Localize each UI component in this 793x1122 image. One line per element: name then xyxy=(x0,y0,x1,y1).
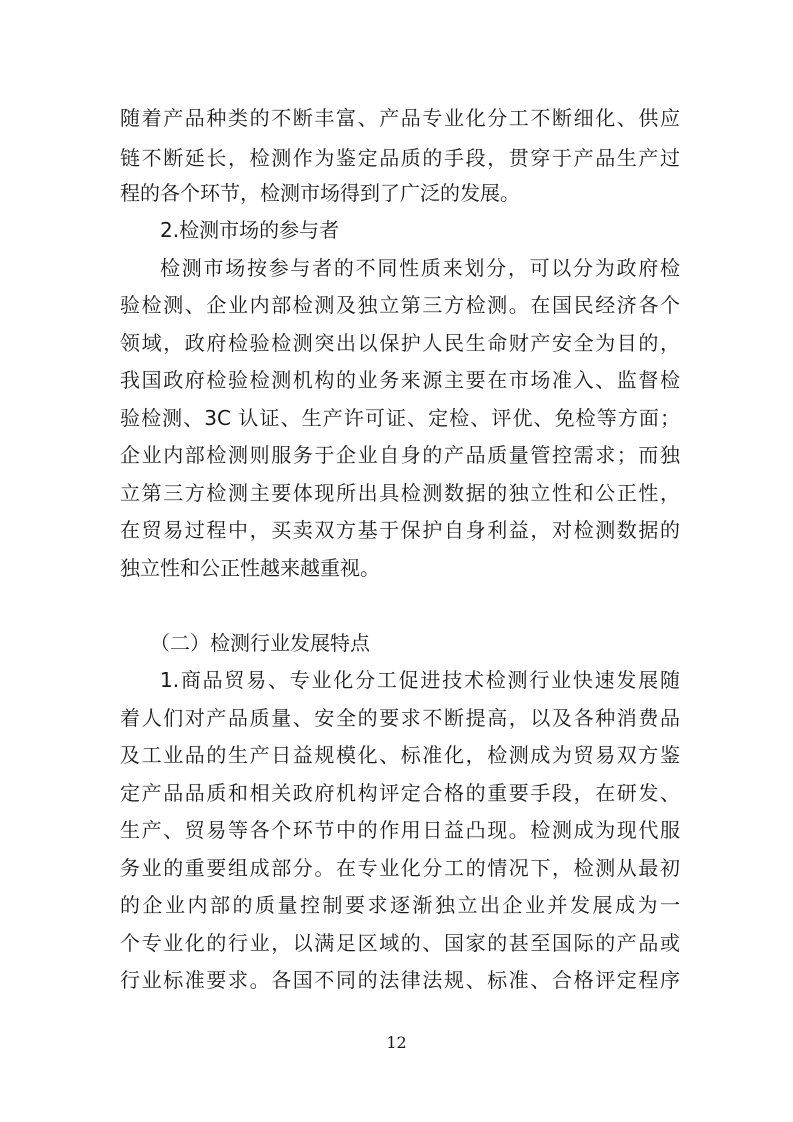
text-line: 行业标准要求。各国不同的法律法规、标准、合格评定程序 xyxy=(120,968,680,992)
text-line: 验检测、企业内部检测及独立第三方检测。在国民经济各个 xyxy=(120,293,680,317)
text-line: 及工业品的生产日益规模化、标准化，检测成为贸易双方鉴 xyxy=(120,743,680,767)
text-line: 务业的重要组成部分。在专业化分工的情况下，检测从最初 xyxy=(120,856,680,880)
text-line: 链不断延长，检测作为鉴定品质的手段，贯穿于产品生产过 xyxy=(120,146,680,170)
text-line: 1.商品贸易、专业化分工促进技术检测行业快速发展随 xyxy=(160,668,680,692)
text-line: 着人们对产品质量、安全的要求不断提高，以及各种消费品 xyxy=(120,706,680,730)
section-heading: 2.检测市场的参与者 xyxy=(160,218,340,242)
text-line: 个专业化的行业，以满足区域的、国家的甚至国际的产品或 xyxy=(120,931,680,955)
text-line: 程的各个环节，检测市场得到了广泛的发展。 xyxy=(120,181,520,205)
text-line: 随着产品种类的不断丰富、产品专业化分工不断细化、供应 xyxy=(120,106,680,130)
text-line: 我国政府检验检测机构的业务来源主要在市场准入、监督检 xyxy=(120,368,680,392)
text-line: 生产、贸易等各个环节中的作用日益凸现。检测成为现代服 xyxy=(120,818,680,842)
text-line: 立第三方检测主要体现所出具检测数据的独立性和公正性， xyxy=(120,481,680,505)
text-line: 定产品品质和相关政府机构评定合格的重要手段，在研发、 xyxy=(120,781,680,805)
section-heading: （二）检测行业发展特点 xyxy=(150,631,370,655)
text-line: 企业内部检测则服务于企业自身的产品质量管控需求；而独 xyxy=(120,443,680,467)
page-number: 12 xyxy=(386,1033,407,1052)
text-line: 领域，政府检验检测突出以保护人民生命财产安全为目的， xyxy=(120,331,680,355)
text-line: 检测市场按参与者的不同性质来划分，可以分为政府检 xyxy=(160,256,680,280)
text-line: 独立性和公正性越来越重视。 xyxy=(120,556,380,580)
text-line: 的企业内部的质量控制要求逐渐独立出企业并发展成为一 xyxy=(120,893,680,917)
text-line: 验检测、3C 认证、生产许可证、定检、评优、免检等方面； xyxy=(120,406,680,430)
text-line: 在贸易过程中，买卖双方基于保护自身利益，对检测数据的 xyxy=(120,518,680,542)
